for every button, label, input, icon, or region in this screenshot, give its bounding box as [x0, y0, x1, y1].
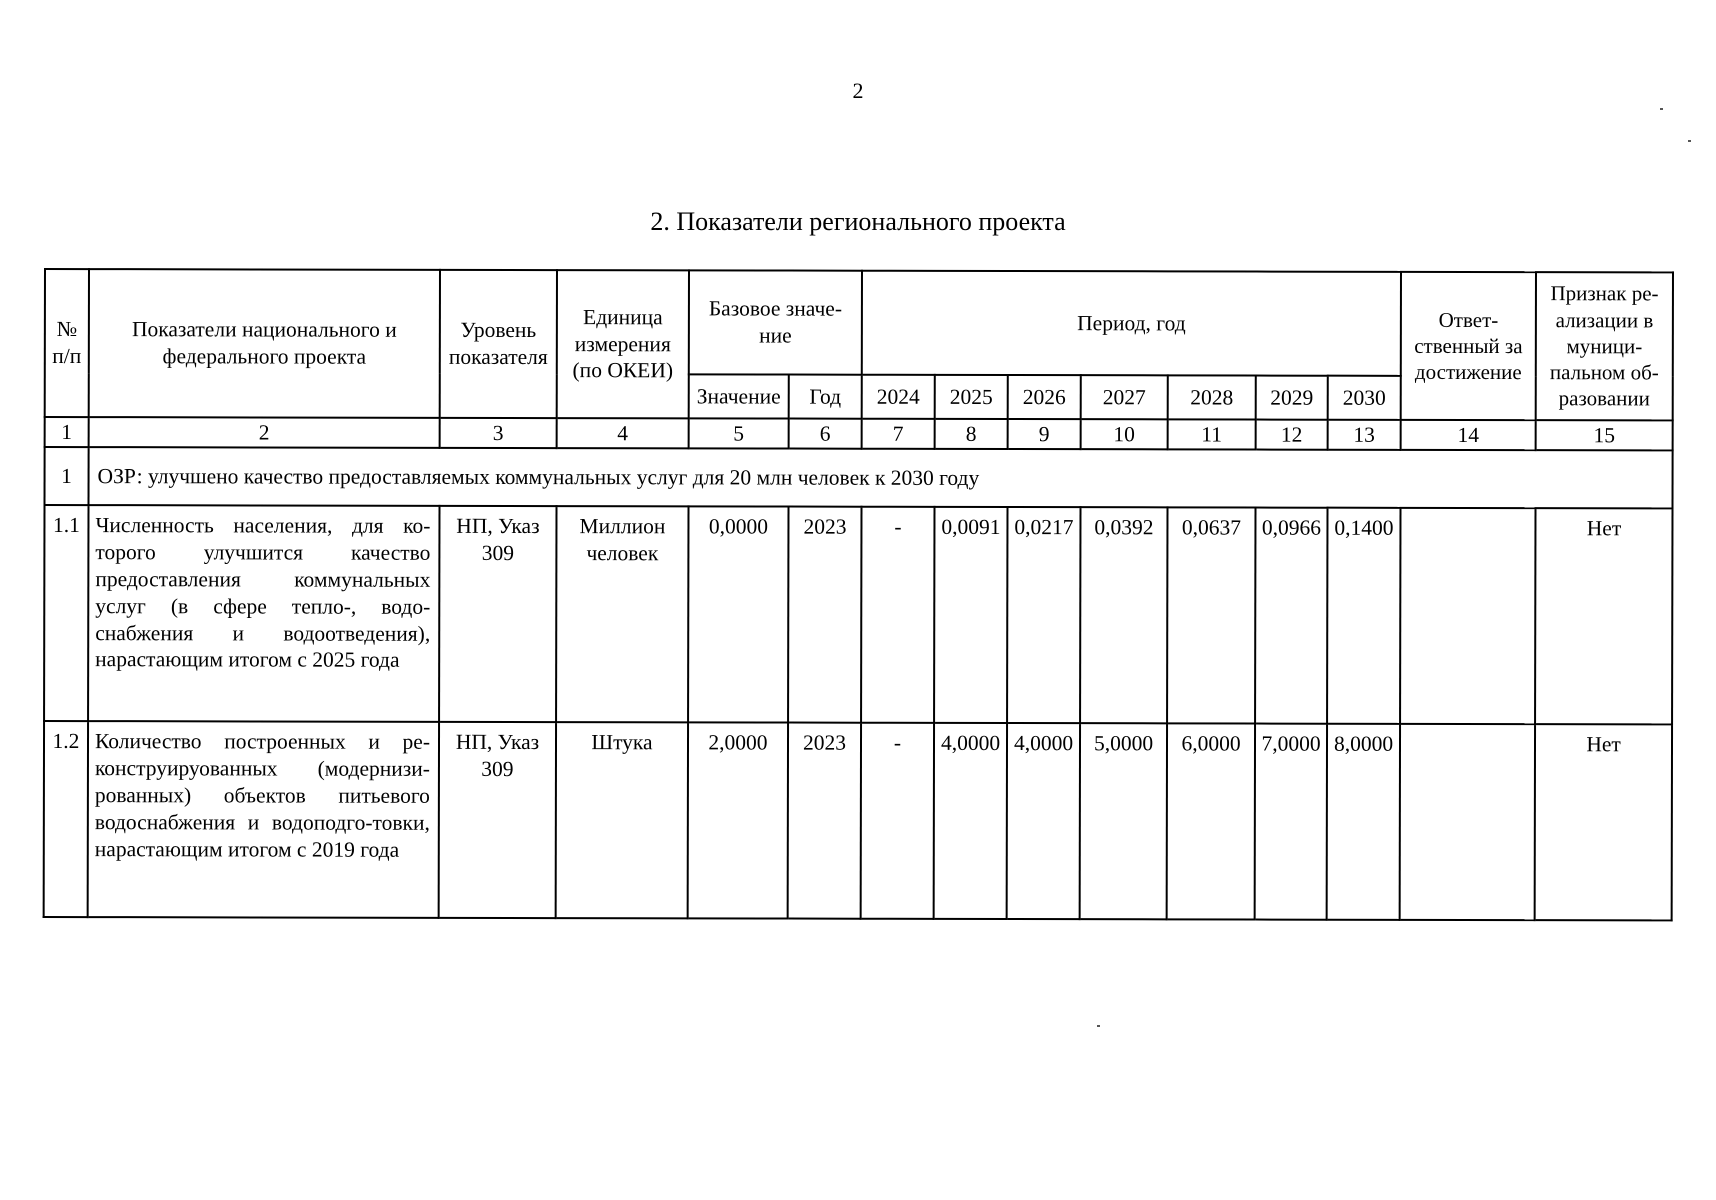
column-number: 2	[89, 417, 440, 448]
header-period: Период, год	[862, 271, 1401, 376]
header-num: № п/п	[45, 269, 89, 417]
row-responsible	[1400, 724, 1535, 920]
column-number: 15	[1536, 420, 1673, 450]
header-level: Уровень показателя	[440, 270, 557, 418]
header-year-2027: 2027	[1081, 375, 1168, 419]
row-value-2028: 0,0637	[1167, 507, 1255, 723]
header-base-value: Значение	[689, 374, 789, 418]
row-value-2025: 4,0000	[934, 723, 1007, 919]
row-value-2026: 0,0217	[1007, 507, 1080, 723]
column-number: 11	[1168, 419, 1256, 449]
row-level: НП, Указ 309	[439, 722, 556, 918]
row-value-2030: 0,1400	[1327, 508, 1400, 724]
row-base-year: 2023	[788, 507, 861, 723]
header-year-2025: 2025	[935, 375, 1008, 419]
scan-speck	[1097, 1025, 1100, 1027]
scan-speck	[1660, 108, 1663, 110]
column-number: 6	[789, 419, 862, 449]
table-row	[44, 505, 1673, 724]
row-unit: Штука	[556, 722, 688, 918]
header-unit: Единица измерения (по ОКЕИ)	[557, 270, 689, 418]
row-value-2030: 8,0000	[1327, 724, 1400, 920]
header-municipal: Признак ре-ализации в муници-пальном об-разовании	[1536, 272, 1673, 420]
page-number: 2	[852, 78, 864, 103]
header-year-2030: 2030	[1328, 376, 1401, 420]
row-base-year: 2023	[788, 723, 861, 919]
header-year-2026: 2026	[1008, 375, 1081, 419]
header-base-year: Год	[789, 375, 862, 419]
scan-speck	[1688, 140, 1691, 142]
row-value-2029: 7,0000	[1255, 724, 1327, 920]
row-num: 1.1	[44, 505, 88, 721]
row-value-2024: -	[861, 507, 934, 723]
column-number: 9	[1008, 419, 1081, 449]
column-number: 13	[1328, 420, 1401, 450]
indicators-table	[43, 268, 1674, 921]
row-municipal: Нет	[1535, 508, 1672, 724]
row-value-2027: 5,0000	[1080, 723, 1167, 919]
row-level: НП, Указ 309	[439, 506, 556, 722]
row-value-2025: 0,0091	[934, 507, 1007, 723]
row-value-2028: 6,0000	[1167, 723, 1255, 919]
row-value-2026: 4,0000	[1007, 723, 1080, 919]
row-value-2029: 0,0966	[1255, 508, 1327, 724]
indicators-table-wrap	[43, 268, 1674, 921]
column-number: 5	[689, 418, 789, 448]
header-year-2024: 2024	[862, 375, 935, 419]
row-indicator-name: Количество построенных и ре-конструируованных (модернизи-рованных) объектов питьевого водоснабжения и водоподго-товки, нарастающим итогом с 2019 года	[88, 721, 439, 918]
header-year-2029: 2029	[1256, 376, 1328, 420]
column-number: 12	[1256, 420, 1328, 450]
row-responsible	[1400, 508, 1535, 724]
header-base: Базовое значе-ние	[689, 270, 862, 374]
column-number: 10	[1081, 419, 1168, 449]
row-base-value: 2,0000	[688, 722, 788, 918]
row-base-value: 0,0000	[688, 506, 788, 722]
header-responsible: Ответ-ственный за достижение	[1401, 272, 1536, 420]
table-row	[44, 721, 1672, 920]
column-number: 14	[1401, 420, 1536, 450]
goal-text: ОЗР: улучшено качество предоставляемых коммунальных услуг для 20 млн человек к 2030 году	[89, 447, 1673, 508]
column-number: 4	[557, 418, 689, 448]
goal-row	[45, 447, 1673, 508]
row-value-2027: 0,0392	[1080, 507, 1167, 723]
row-value-2024: -	[861, 723, 934, 919]
column-number: 3	[440, 418, 557, 448]
row-unit: Миллион человек	[556, 506, 688, 722]
column-number: 7	[862, 419, 935, 449]
column-number: 1	[45, 417, 89, 447]
row-municipal: Нет	[1535, 724, 1672, 920]
header-year-2028: 2028	[1168, 375, 1256, 419]
row-indicator-name: Численность населения, для ко-торого улучшится качество предоставления коммунальных услуг (в сфере тепло-, водо-снабжения и водоотведения), нарастающим итогом с 2025 года	[88, 505, 439, 722]
column-number: 8	[935, 419, 1008, 449]
section-title: 2. Показатели регионального проекта	[650, 207, 1066, 236]
row-num: 1.2	[44, 721, 88, 917]
header-indicator: Показатели национального и федерального проекта	[89, 269, 440, 418]
goal-num: 1	[45, 447, 89, 505]
column-number-row	[45, 417, 1673, 450]
